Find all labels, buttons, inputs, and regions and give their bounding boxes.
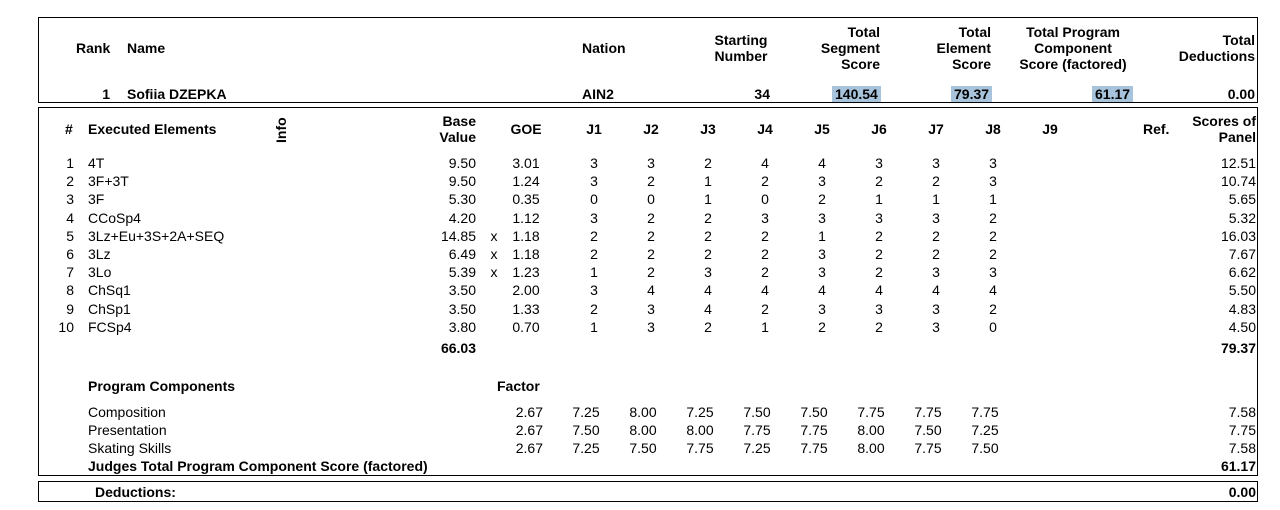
- element-panel-score: 4.83: [1228, 300, 1256, 317]
- judge-header: J8: [985, 121, 1001, 137]
- judge-score: 3: [932, 209, 940, 226]
- judge-score: 2: [989, 300, 997, 317]
- judge-score: 1: [875, 191, 883, 208]
- element-number: 9: [66, 300, 74, 317]
- deductions-label: Deductions:: [95, 484, 176, 500]
- judge-score: 7.75: [800, 422, 828, 438]
- judge-score: 2: [932, 227, 940, 244]
- judge-score: 7.75: [800, 440, 828, 456]
- judge-score: 7.75: [914, 440, 942, 456]
- judge-header: J2: [643, 121, 659, 137]
- judge-score: 7.75: [971, 404, 999, 420]
- judge-score: 4: [818, 282, 826, 299]
- element-x-marker: x: [490, 264, 498, 281]
- element-base-value: 9.50: [448, 155, 476, 171]
- skater-starting-number: 34: [754, 86, 770, 102]
- judge-score: 7.50: [914, 422, 942, 438]
- judge-score: 7.75: [743, 422, 771, 438]
- judge-score: 8.00: [857, 440, 885, 456]
- total-element-score: 79.37: [951, 86, 992, 102]
- judge-score: 3: [704, 264, 712, 281]
- judge-score: 3: [590, 173, 598, 190]
- element-goe: 1.23: [512, 264, 540, 281]
- total-deductions: 0.00: [1227, 86, 1255, 102]
- judge-score: 2: [875, 173, 883, 190]
- judge-score: 7.50: [800, 404, 828, 420]
- component-score: 7.58: [1228, 440, 1256, 456]
- judge-score: 3: [647, 300, 655, 317]
- judge-score: 7.50: [743, 404, 771, 420]
- element-number: 8: [66, 282, 74, 299]
- judge-score: 4: [761, 282, 769, 299]
- element-number: 3: [66, 191, 74, 208]
- component-factor: 2.67: [515, 404, 543, 420]
- judge-score: 1: [704, 173, 712, 190]
- skater-nation: AIN2: [582, 86, 614, 102]
- judge-score: 4: [761, 155, 769, 171]
- judge-score: 1: [590, 318, 598, 335]
- judge-score: 2: [818, 318, 826, 335]
- judge-score: 2: [704, 227, 712, 244]
- judge-score: 2: [761, 300, 769, 317]
- judge-score: 7.50: [971, 440, 999, 456]
- element-name: ChSq1: [88, 282, 131, 299]
- nation-label: Nation: [582, 40, 626, 56]
- judge-score: 2: [761, 264, 769, 281]
- element-panel-score: 7.67: [1228, 246, 1256, 262]
- judges-total-pcs-label: Judges Total Program Component Score (factored): [88, 458, 428, 474]
- element-name: FCSp4: [88, 318, 132, 335]
- element-goe: 2.00: [512, 282, 540, 299]
- element-panel-score: 10.74: [1220, 173, 1256, 190]
- judge-score: 2: [704, 209, 712, 226]
- judge-score: 3: [761, 209, 769, 226]
- judge-score: 4: [818, 155, 826, 171]
- judge-score: 3: [590, 155, 598, 171]
- starting-number-label: Starting Number: [714, 32, 768, 64]
- judge-score: 1: [932, 191, 940, 208]
- element-number: 2: [66, 173, 74, 190]
- judge-score: 3: [932, 318, 940, 335]
- element-name: 3Lz+Eu+3S+2A+SEQ: [88, 227, 225, 244]
- judge-score: 3: [875, 155, 883, 171]
- rank-label: Rank: [76, 40, 111, 56]
- judge-header: J5: [814, 121, 830, 137]
- judge-score: 7.25: [743, 440, 771, 456]
- element-base-value: 3.80: [448, 318, 476, 335]
- element-name: ChSp1: [88, 300, 131, 317]
- judge-score: 2: [761, 227, 769, 244]
- skater-name: Sofiia DZEPKA: [127, 86, 227, 102]
- judge-score: 2: [818, 191, 826, 208]
- judge-score: 3: [932, 155, 940, 171]
- judge-score: 2: [932, 246, 940, 262]
- element-x-marker: x: [490, 246, 498, 262]
- factor-label: Factor: [497, 378, 540, 394]
- judge-score: 1: [590, 264, 598, 281]
- judge-score: 3: [818, 209, 826, 226]
- judge-score: 2: [875, 264, 883, 281]
- element-base-value: 5.39: [448, 264, 476, 281]
- total-segment-score: 140.54: [832, 86, 881, 102]
- judge-score: 1: [761, 318, 769, 335]
- element-x-marker: x: [490, 227, 498, 244]
- judge-score: 0: [647, 191, 655, 208]
- judge-score: 3: [875, 209, 883, 226]
- judge-score: 2: [989, 209, 997, 226]
- element-name: 3Lz: [88, 246, 111, 262]
- total-pcs-label: Total Program Component Score (factored): [1019, 24, 1127, 72]
- program-components-label: Program Components: [88, 378, 236, 394]
- element-panel-score: 12.51: [1220, 155, 1256, 171]
- judge-score: 3: [818, 246, 826, 262]
- judge-score: 3: [932, 300, 940, 317]
- judge-score: 2: [647, 209, 655, 226]
- judge-score: 2: [875, 318, 883, 335]
- judge-score: 2: [590, 300, 598, 317]
- judge-score: 8.00: [629, 422, 657, 438]
- judge-score: 2: [647, 227, 655, 244]
- col-num-header: #: [65, 121, 73, 137]
- element-number: 7: [66, 264, 74, 281]
- element-number: 5: [66, 227, 74, 244]
- base-value-total: 66.03: [440, 340, 476, 356]
- element-name: 4T: [88, 155, 105, 171]
- component-score: 7.58: [1228, 404, 1256, 420]
- total-deductions-label: Total Deductions: [1178, 32, 1255, 64]
- judge-score: 2: [875, 227, 883, 244]
- component-score: 7.75: [1228, 422, 1256, 438]
- element-panel-score: 5.32: [1228, 209, 1256, 226]
- element-base-value: 3.50: [448, 282, 476, 299]
- element-panel-score: 6.62: [1228, 264, 1256, 281]
- judge-score: 0: [761, 191, 769, 208]
- element-name: CCoSp4: [88, 209, 141, 226]
- judge-score: 2: [704, 155, 712, 171]
- total-pcs: 61.17: [1092, 86, 1133, 102]
- component-name: Skating Skills: [88, 440, 172, 456]
- col-ref-header: Ref.: [1143, 121, 1170, 137]
- judge-score: 2: [704, 318, 712, 335]
- judge-score: 2: [704, 246, 712, 262]
- element-base-value: 9.50: [448, 173, 476, 190]
- judge-score: 7.75: [914, 404, 942, 420]
- elements-score-total: 79.37: [1220, 340, 1256, 356]
- judge-score: 2: [590, 227, 598, 244]
- judge-score: 3: [875, 300, 883, 317]
- col-scores-of-panel-header: Scores of Panel: [1192, 113, 1256, 145]
- judges-total-pcs-value: 61.17: [1220, 458, 1256, 474]
- judge-score: 1: [989, 191, 997, 208]
- element-number: 6: [66, 246, 74, 262]
- component-factor: 2.67: [515, 422, 543, 438]
- judge-header: J1: [586, 121, 602, 137]
- element-goe: 1.33: [512, 300, 540, 317]
- judge-header: J3: [700, 121, 716, 137]
- deductions-box: [38, 481, 1258, 502]
- element-goe: 0.35: [512, 191, 540, 208]
- judge-score: 3: [989, 173, 997, 190]
- judge-score: 7.25: [971, 422, 999, 438]
- judge-score: 3: [590, 209, 598, 226]
- judge-score: 2: [989, 246, 997, 262]
- judge-header: J7: [928, 121, 944, 137]
- element-number: 4: [66, 209, 74, 226]
- judge-score: 7.75: [686, 440, 714, 456]
- element-goe: 1.12: [512, 209, 540, 226]
- name-label: Name: [127, 40, 166, 56]
- judge-score: 7.25: [572, 440, 600, 456]
- judge-score: 0: [590, 191, 598, 208]
- judge-score: 7.25: [686, 404, 714, 420]
- judge-score: 8.00: [857, 422, 885, 438]
- element-goe: 0.70: [512, 318, 540, 335]
- judge-score: 7.25: [572, 404, 600, 420]
- element-goe: 3.01: [512, 155, 540, 171]
- element-number: 10: [58, 318, 74, 335]
- judge-score: 8.00: [629, 404, 657, 420]
- judge-score: 4: [647, 282, 655, 299]
- judge-score: 1: [704, 191, 712, 208]
- total-element-score-label: Total Element Score: [936, 24, 991, 72]
- element-goe: 1.18: [512, 246, 540, 262]
- judge-header: J4: [757, 121, 773, 137]
- judge-score: 4: [932, 282, 940, 299]
- judge-score: 7.50: [572, 422, 600, 438]
- element-goe: 1.18: [512, 227, 540, 244]
- col-info-header: Info: [273, 117, 289, 143]
- element-panel-score: 5.50: [1228, 282, 1256, 299]
- judge-score: 8.00: [686, 422, 714, 438]
- judge-score: 4: [704, 300, 712, 317]
- element-name: 3F: [88, 191, 105, 208]
- judge-header: J9: [1042, 121, 1058, 137]
- component-factor: 2.67: [515, 440, 543, 456]
- judge-score: 3: [647, 155, 655, 171]
- judge-score: 7.75: [857, 404, 885, 420]
- judge-score: 4: [989, 282, 997, 299]
- judge-score: 2: [761, 246, 769, 262]
- deductions-value: 0.00: [1228, 484, 1256, 500]
- element-base-value: 14.85: [440, 227, 476, 244]
- judge-score: 2: [989, 227, 997, 244]
- judge-score: 2: [647, 173, 655, 190]
- component-name: Presentation: [88, 422, 167, 438]
- element-goe: 1.24: [512, 173, 540, 190]
- judge-score: 2: [590, 246, 598, 262]
- judge-score: 3: [590, 282, 598, 299]
- judge-header: J6: [871, 121, 887, 137]
- judge-score: 4: [875, 282, 883, 299]
- judge-score: 3: [989, 264, 997, 281]
- element-base-value: 5.30: [448, 191, 476, 208]
- judge-score: 3: [989, 155, 997, 171]
- judge-score: 7.50: [629, 440, 657, 456]
- judge-score: 3: [932, 264, 940, 281]
- judge-score: 2: [647, 246, 655, 262]
- judge-score: 4: [704, 282, 712, 299]
- total-segment-score-label: Total Segment Score: [820, 24, 880, 72]
- judge-score: 2: [761, 173, 769, 190]
- element-base-value: 4.20: [448, 209, 476, 226]
- col-goe-header: GOE: [510, 121, 542, 137]
- component-name: Composition: [88, 404, 166, 420]
- col-base-value-header: Base Value: [439, 113, 476, 145]
- element-base-value: 6.49: [448, 246, 476, 262]
- judge-score: 3: [818, 300, 826, 317]
- judge-score: 3: [647, 318, 655, 335]
- judge-score: 1: [818, 227, 826, 244]
- element-panel-score: 4.50: [1228, 318, 1256, 335]
- element-name: 3F+3T: [88, 173, 129, 190]
- judge-score: 3: [818, 173, 826, 190]
- judge-score: 0: [989, 318, 997, 335]
- judge-score: 2: [647, 264, 655, 281]
- element-base-value: 3.50: [448, 300, 476, 317]
- col-executed-elements-header: Executed Elements: [88, 121, 217, 137]
- judge-score: 2: [932, 173, 940, 190]
- judge-score: 2: [875, 246, 883, 262]
- element-name: 3Lo: [88, 264, 112, 281]
- element-number: 1: [66, 155, 74, 171]
- skater-rank: 1: [102, 86, 110, 102]
- element-panel-score: 5.65: [1228, 191, 1256, 208]
- judge-score: 3: [818, 264, 826, 281]
- element-panel-score: 16.03: [1220, 227, 1256, 244]
